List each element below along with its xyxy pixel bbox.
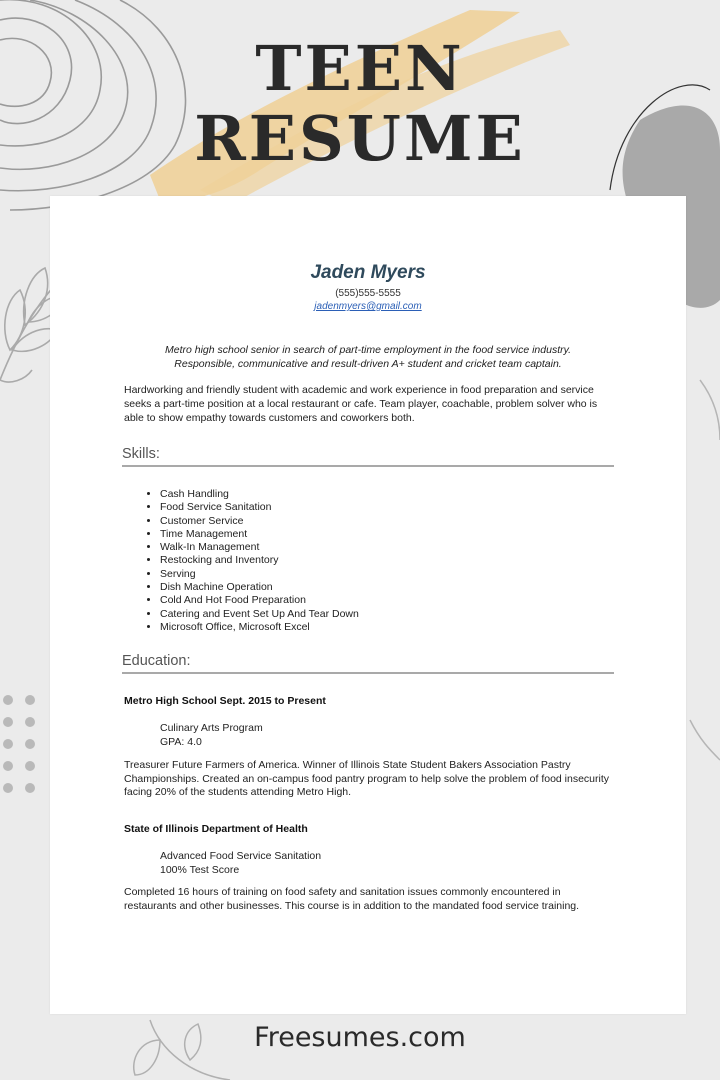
skills-list — [140, 488, 540, 634]
dots-decoration — [3, 695, 35, 793]
resume-objective — [124, 344, 612, 371]
education-detail-1 — [160, 722, 263, 749]
resume-summary: Hardworking and friendly student with academic and work experience in food preparation and service seeks a part-time position at a local restaurant or cafe. Team player, coachable, problem solver who is able to show empathy towards customers and coworkers both. — [124, 384, 598, 424]
education-detail-line: 100% Test Score — [160, 863, 240, 876]
objective-line-2: Responsible, communicative and result-driven A+ student and cricket team captain. — [174, 357, 562, 370]
resume-page — [50, 196, 686, 1014]
education-detail-line: Culinary Arts Program — [160, 722, 263, 734]
education-paragraph-1: Treasurer Future Farmers of America. Winner of Illinois State Student Bakers Association Pastry Championships. Created an on-campus food pantry program to help solve the problem of food insecurity facing 20% of the students attending Metro High. — [124, 759, 610, 798]
poster-title-line-2: RESUME — [194, 102, 526, 175]
skill-item: • Restocking and Inventory — [160, 554, 540, 567]
education-paragraph-2: Completed 16 hours of training on food safety and sanitation issues commonly encountered in restaurants and other businesses. This course is in addition to the mandated food service training. — [124, 886, 580, 912]
skills-section-title: Skills: — [122, 446, 614, 467]
education-detail-line: Advanced Food Service Sanitation — [160, 850, 322, 862]
skill-item: • Cold And Hot Food Preparation — [160, 594, 540, 607]
skill-item: • Food Service Sanitation — [160, 501, 540, 514]
education-detail-2 — [160, 850, 321, 877]
education-detail-line: GPA: 4.0 — [160, 735, 202, 748]
poster-title-line-1: TEEN — [255, 32, 465, 105]
skill-item: • Walk-In Management — [160, 541, 540, 554]
skill-item: • Microsoft Office, Microsoft Excel — [160, 621, 540, 634]
site-url: Freesumes.com — [254, 1022, 466, 1053]
resume-name: Jaden Myers — [310, 262, 426, 283]
skill-item: • Cash Handling — [160, 488, 540, 501]
skill-item: • Catering and Event Set Up And Tear Down — [160, 608, 540, 621]
education-heading-2: State of Illinois Department of Health — [124, 823, 308, 835]
skill-item: • Dish Machine Operation — [160, 581, 540, 594]
skill-item: • Time Management — [160, 528, 540, 541]
resume-email-link[interactable]: jadenmyers@gmail.com — [314, 301, 422, 312]
skill-item: • Customer Service — [160, 515, 540, 528]
resume-phone: (555)555-5555 — [335, 288, 401, 299]
skill-item: • Serving — [160, 568, 540, 581]
objective-line-1: Metro high school senior in search of part-time employment in the food service industry. — [165, 344, 571, 356]
education-section-title: Education: — [122, 653, 614, 674]
education-heading-1: Metro High School Sept. 2015 to Present — [124, 695, 326, 707]
